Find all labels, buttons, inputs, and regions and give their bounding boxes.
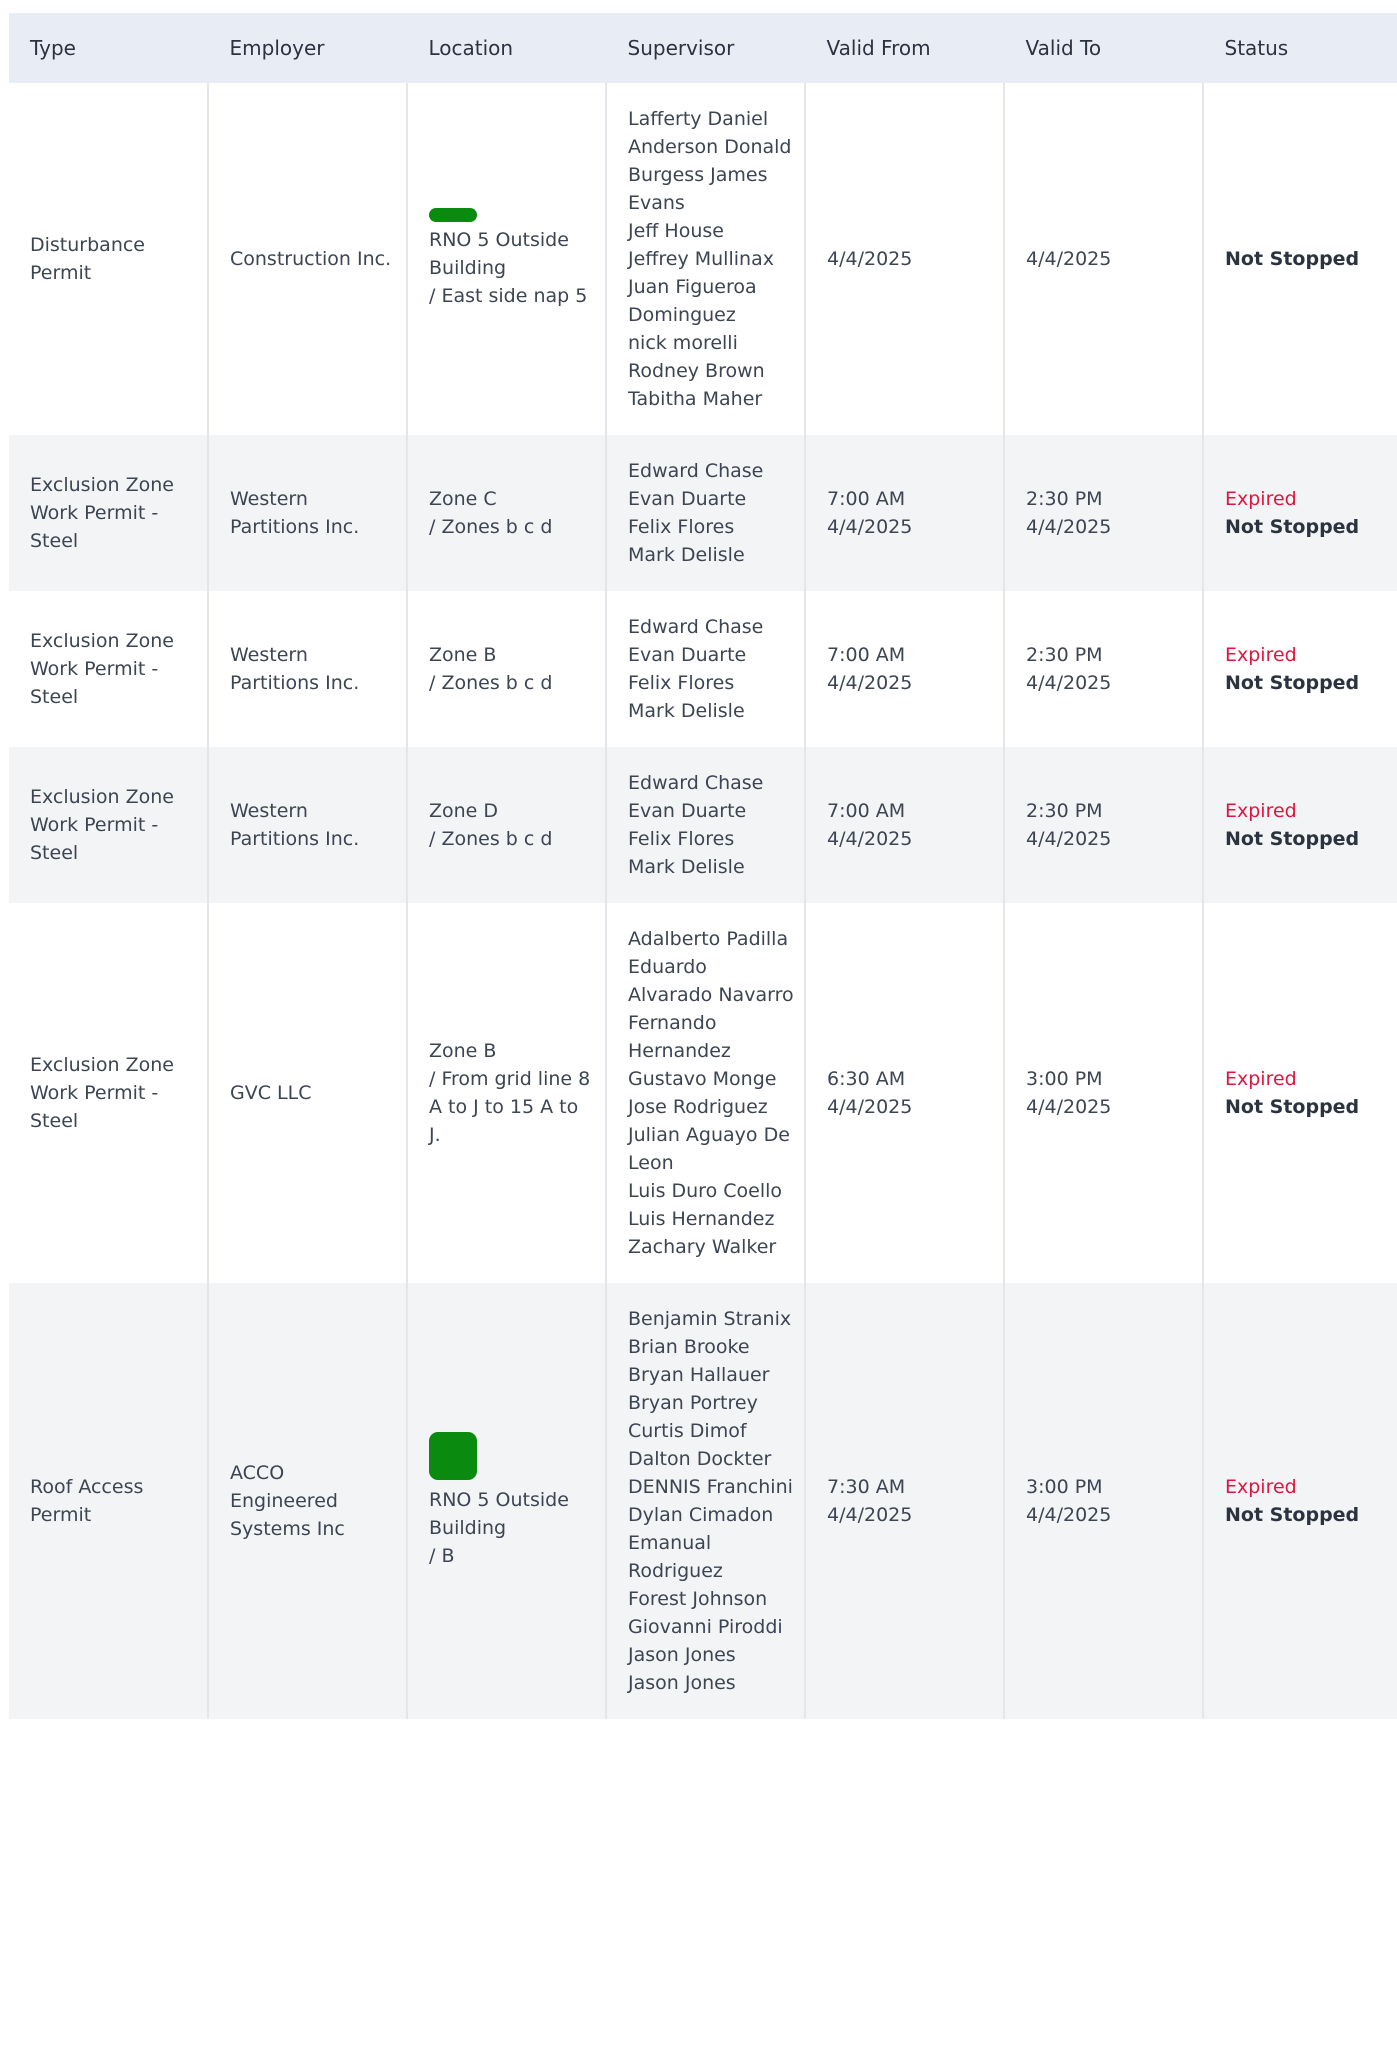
valid-from-value: 7:30 AM [827, 1476, 906, 1498]
supervisor-name: Luis Duro Coello [628, 1180, 783, 1202]
supervisor-name: Jeff House [628, 220, 724, 242]
valid-to-cell [1004, 903, 1203, 1283]
valid-from-value: 7:00 AM [827, 488, 906, 510]
table-row[interactable] [9, 903, 1397, 1283]
status-text: Not Stopped [1225, 828, 1360, 850]
valid-to-cell [1004, 591, 1203, 747]
location-line: Zone B [429, 644, 497, 666]
employer-cell [208, 435, 407, 591]
employer-name: GVC LLC [230, 1082, 312, 1104]
location-line: RNO 5 Outside Building [429, 229, 569, 279]
valid-to-value: 2:30 PM [1026, 644, 1103, 666]
valid-to-value: 4/4/2025 [1026, 248, 1112, 270]
supervisor-name: Forest Johnson [628, 1588, 768, 1610]
permit-type: Exclusion Zone Work Permit - Steel [30, 1054, 174, 1132]
supervisor-name: Eduardo Alvarado Navarro [628, 956, 794, 1006]
valid-to-value: 4/4/2025 [1026, 516, 1112, 538]
permit-type-cell [9, 1283, 208, 1719]
valid-from-value: 4/4/2025 [827, 672, 913, 694]
supervisor-name: Tabitha Maher [628, 388, 763, 410]
column-header-location[interactable]: Location [407, 13, 606, 83]
status-cell [1203, 591, 1397, 747]
supervisor-name: Brian Brooke [628, 1336, 750, 1358]
valid-from-value: 4/4/2025 [827, 1504, 913, 1526]
supervisor-name: Jeffrey Mullinax [628, 248, 774, 270]
valid-from-value: 7:00 AM [827, 644, 906, 666]
supervisor-name: Burgess James Evans [628, 164, 768, 214]
permit-type: Exclusion Zone Work Permit - Steel [30, 630, 174, 708]
employer-cell [208, 1283, 407, 1719]
status-text: Not Stopped [1225, 1504, 1360, 1526]
table-row[interactable] [9, 747, 1397, 903]
permit-type-cell [9, 83, 208, 435]
location-line: / From grid line 8 A to J to 15 A to J. [429, 1068, 591, 1146]
permit-type: Roof Access Permit [30, 1476, 144, 1526]
valid-to-value: 3:00 PM [1026, 1068, 1103, 1090]
supervisor-name: Mark Delisle [628, 856, 745, 878]
permit-type-cell [9, 903, 208, 1283]
valid-to-cell [1004, 83, 1203, 435]
supervisor-name: Evan Duarte [628, 800, 747, 822]
location-status-marker [429, 1432, 477, 1480]
supervisor-name: Gustavo Monge [628, 1068, 777, 1090]
supervisor-name: Edward Chase [628, 772, 764, 794]
supervisor-name: Felix Flores [628, 828, 735, 850]
supervisor-name: nick morelli [628, 332, 738, 354]
location-line: / Zones b c d [429, 828, 553, 850]
permit-type-cell [9, 747, 208, 903]
supervisor-name: Mark Delisle [628, 544, 745, 566]
supervisor-name: Curtis Dimof [628, 1420, 747, 1442]
supervisor-name: Jason Jones [628, 1672, 736, 1694]
supervisor-name: Evan Duarte [628, 488, 747, 510]
location-line: / Zones b c d [429, 516, 553, 538]
status-text: Not Stopped [1225, 672, 1360, 694]
status-text: Not Stopped [1225, 516, 1360, 538]
permits-table [9, 13, 1397, 1719]
supervisor-name: Dylan Cimadon [628, 1504, 774, 1526]
valid-from-value: 4/4/2025 [827, 828, 913, 850]
supervisor-name: Adalberto Padilla [628, 928, 789, 950]
supervisor-name: Felix Flores [628, 516, 735, 538]
supervisor-name: Dalton Dockter [628, 1448, 772, 1470]
supervisor-name: Bryan Hallauer [628, 1364, 770, 1386]
valid-to-value: 4/4/2025 [1026, 1504, 1112, 1526]
valid-from-value: 7:00 AM [827, 800, 906, 822]
status-text: Not Stopped [1225, 248, 1360, 270]
expired-badge: Expired [1225, 644, 1297, 666]
employer-name: Western Partitions Inc. [230, 644, 360, 694]
expired-badge: Expired [1225, 800, 1297, 822]
status-cell [1203, 83, 1397, 435]
supervisor-name: Jose Rodriguez [628, 1096, 768, 1118]
valid-from-cell [805, 83, 1004, 435]
supervisor-cell [606, 747, 805, 903]
permit-type-cell [9, 435, 208, 591]
valid-from-cell [805, 747, 1004, 903]
supervisor-name: Lafferty Daniel [628, 108, 769, 130]
supervisor-name: Fernando Hernandez [628, 1012, 731, 1062]
location-line: Zone C [429, 488, 497, 510]
supervisor-name: Mark Delisle [628, 700, 745, 722]
valid-to-value: 2:30 PM [1026, 488, 1103, 510]
column-header-valid-from[interactable]: Valid From [805, 13, 1004, 83]
status-cell [1203, 903, 1397, 1283]
location-cell [407, 1283, 606, 1719]
location-line: RNO 5 Outside Building [429, 1489, 569, 1539]
status-cell [1203, 747, 1397, 903]
employer-cell [208, 83, 407, 435]
permit-type: Exclusion Zone Work Permit - Steel [30, 786, 174, 864]
valid-from-cell [805, 435, 1004, 591]
expired-badge: Expired [1225, 1476, 1297, 1498]
valid-to-cell [1004, 747, 1203, 903]
supervisor-name: Anderson Donald [628, 136, 792, 158]
supervisor-name: DENNIS Franchini [628, 1476, 793, 1498]
supervisor-name: Felix Flores [628, 672, 735, 694]
supervisor-name: Rodney Brown [628, 360, 765, 382]
valid-from-cell [805, 1283, 1004, 1719]
location-line: Zone D [429, 800, 499, 822]
supervisor-name: Bryan Portrey [628, 1392, 758, 1414]
table-row[interactable] [9, 83, 1397, 435]
employer-cell [208, 903, 407, 1283]
table-row[interactable] [9, 1283, 1397, 1719]
location-line: / Zones b c d [429, 672, 553, 694]
valid-from-value: 4/4/2025 [827, 248, 913, 270]
permit-type: Exclusion Zone Work Permit - Steel [30, 474, 174, 552]
supervisor-name: Edward Chase [628, 616, 764, 638]
valid-to-value: 4/4/2025 [1026, 828, 1112, 850]
valid-to-value: 2:30 PM [1026, 800, 1103, 822]
valid-from-value: 4/4/2025 [827, 516, 913, 538]
employer-cell [208, 747, 407, 903]
supervisor-name: Evan Duarte [628, 644, 747, 666]
table-header-row [9, 13, 1397, 83]
column-header-supervisor[interactable]: Supervisor [606, 13, 805, 83]
expired-badge: Expired [1225, 1068, 1297, 1090]
column-header-employer[interactable]: Employer [208, 13, 407, 83]
employer-name: ACCO Engineered Systems Inc [230, 1462, 345, 1540]
supervisor-cell [606, 83, 805, 435]
valid-from-cell [805, 903, 1004, 1283]
supervisor-name: Juan Figueroa Dominguez [628, 276, 757, 326]
valid-to-value: 3:00 PM [1026, 1476, 1103, 1498]
valid-to-value: 4/4/2025 [1026, 1096, 1112, 1118]
status-cell [1203, 435, 1397, 591]
supervisor-name: Benjamin Stranix [628, 1308, 792, 1330]
supervisor-cell [606, 903, 805, 1283]
table-row[interactable] [9, 435, 1397, 591]
location-line: Zone B [429, 1040, 497, 1062]
supervisor-name: Edward Chase [628, 460, 764, 482]
expired-badge: Expired [1225, 488, 1297, 510]
valid-from-cell [805, 591, 1004, 747]
valid-to-cell [1004, 435, 1203, 591]
permit-type-cell [9, 591, 208, 747]
supervisor-name: Jason Jones [628, 1644, 736, 1666]
employer-name: Western Partitions Inc. [230, 800, 360, 850]
column-header-status[interactable]: Status [1224, 36, 1289, 60]
supervisor-name: Giovanni Piroddi [628, 1616, 783, 1638]
supervisor-name: Zachary Walker [628, 1236, 777, 1258]
status-cell [1203, 1283, 1397, 1719]
valid-to-cell [1004, 1283, 1203, 1719]
status-text: Not Stopped [1225, 1096, 1360, 1118]
permit-type: Disturbance Permit [30, 234, 145, 284]
supervisor-cell [606, 591, 805, 747]
valid-from-value: 6:30 AM [827, 1068, 906, 1090]
supervisor-cell [606, 435, 805, 591]
column-header-type[interactable]: Type [9, 13, 208, 83]
location-cell [407, 591, 606, 747]
location-cell [407, 747, 606, 903]
valid-to-value: 4/4/2025 [1026, 672, 1112, 694]
employer-name: Construction Inc. [230, 248, 392, 270]
location-cell [407, 435, 606, 591]
column-header-valid-to[interactable]: Valid To [1004, 13, 1203, 83]
location-status-marker [429, 208, 477, 222]
location-line: / B [429, 1545, 455, 1567]
valid-from-value: 4/4/2025 [827, 1096, 913, 1118]
employer-cell [208, 591, 407, 747]
supervisor-name: Emanual Rodriguez [628, 1532, 723, 1582]
location-cell [407, 903, 606, 1283]
table-row[interactable] [9, 591, 1397, 747]
supervisor-cell [606, 1283, 805, 1719]
supervisor-name: Julian Aguayo De Leon [628, 1124, 790, 1174]
employer-name: Western Partitions Inc. [230, 488, 360, 538]
location-cell [407, 83, 606, 435]
location-line: / East side nap 5 [429, 285, 588, 307]
supervisor-name: Luis Hernandez [628, 1208, 775, 1230]
